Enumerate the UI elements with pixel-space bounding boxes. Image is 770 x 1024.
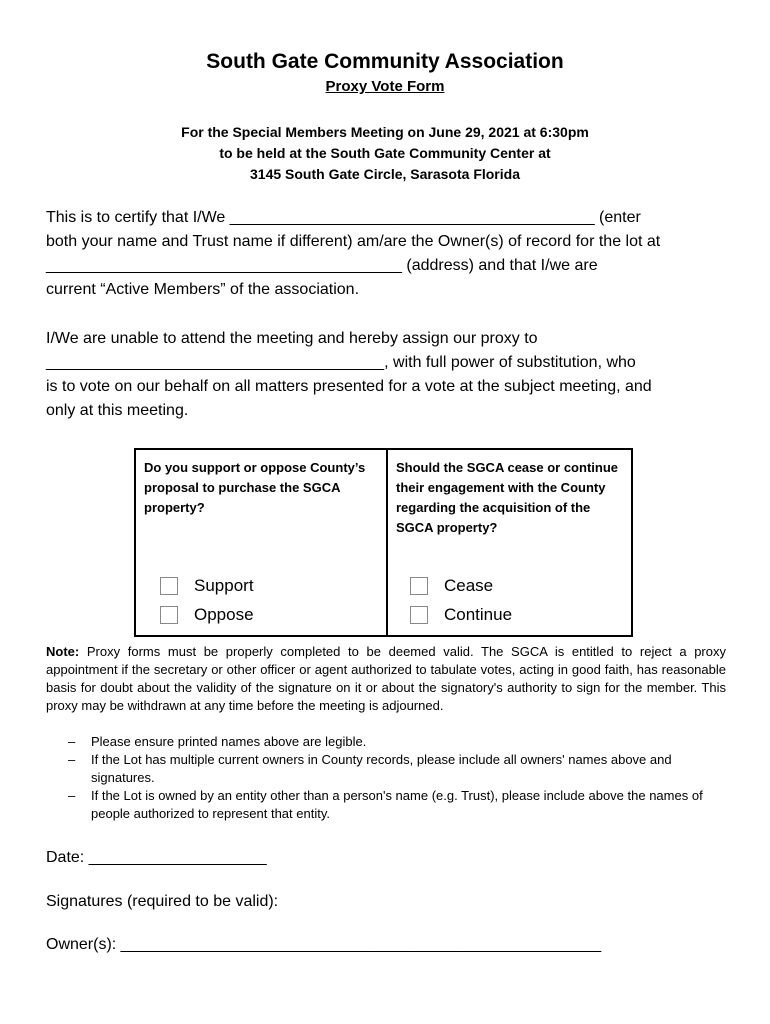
bullet-text: If the Lot is owned by an entity other than a person's name (e.g. Trust), please include above the names of people authorized to represent that entity. [91, 788, 703, 821]
continue-label: Continue [444, 605, 513, 624]
cease-continue-column [388, 450, 631, 635]
date-field[interactable]: Date: ____________________ [46, 849, 267, 866]
support-oppose-column [136, 450, 386, 635]
bullet-marker: – [68, 752, 76, 767]
bullet-text: Please ensure printed names above are legible. [91, 734, 367, 749]
list-item [66, 787, 726, 823]
meeting-details [0, 122, 770, 185]
cease-checkbox[interactable] [410, 577, 428, 595]
oppose-option[interactable] [160, 603, 254, 627]
proxy-line: is to vote on our behalf on all matters presented for a vote at the subject meeting, and [46, 378, 652, 395]
meeting-line: to be held at the South Gate Community Center at [219, 145, 551, 161]
meeting-line: 3145 South Gate Circle, Sarasota Florida [250, 166, 520, 182]
vote-table [134, 448, 633, 637]
support-label: Support [194, 576, 254, 595]
proxy-line: only at this meeting. [46, 402, 189, 419]
list-item [66, 733, 726, 751]
support-checkbox[interactable] [160, 577, 178, 595]
bullet-marker: – [68, 788, 76, 803]
meeting-line: For the Special Members Meeting on June 29, 2021 at 6:30pm [181, 124, 589, 140]
proxy-line: ______________________________________, with full power of substitution, who [46, 354, 636, 371]
bullet-text: If the Lot has multiple current owners in County records, please include all owners' names above and signatures. [91, 752, 672, 785]
certify-line: ________________________________________ (address) and that I/we are [46, 257, 598, 274]
note-label: Note: [46, 644, 80, 659]
proxy-paragraph [46, 327, 736, 423]
cease-option[interactable] [410, 574, 493, 598]
bullet-marker: – [68, 734, 76, 749]
certify-paragraph [46, 206, 736, 302]
note-text: Proxy forms must be properly completed to be deemed valid. The SGCA is entitled to reject a proxy appointment if the secretary or other officer or agent authorized to tabulate votes, acting in good faith, has reasonable basis for doubt about the validity of the signature on it or about the signatory's authority to sign for the member. This proxy may be withdrawn at any time before the meeting is adjourned. [46, 644, 726, 713]
proxy-line: I/We are unable to attend the meeting and hereby assign our proxy to [46, 330, 538, 347]
cease-label: Cease [444, 576, 494, 595]
continue-option[interactable] [410, 603, 512, 627]
support-oppose-question: Do you support or oppose County’s proposal to purchase the SGCA property? [144, 460, 366, 515]
oppose-checkbox[interactable] [160, 606, 178, 624]
oppose-label: Oppose [194, 605, 254, 624]
note-bullet-list [66, 733, 726, 823]
certify-line: This is to certify that I/We _________________________________________ (enter [46, 209, 641, 226]
list-item [66, 751, 726, 787]
certify-line: both your name and Trust name if different) am/are the Owner(s) of record for the lot at [46, 233, 661, 250]
form-subtitle: Proxy Vote Form [325, 78, 445, 95]
owners-signature-field[interactable]: Owner(s): ______________________________________________________ [46, 936, 602, 953]
signatures-heading: Signatures (required to be valid): [46, 893, 279, 910]
certify-line: current “Active Members” of the association. [46, 281, 360, 298]
cease-continue-question: Should the SGCA cease or continue their engagement with the County regarding the acquisition of the SGCA property? [396, 460, 618, 535]
continue-checkbox[interactable] [410, 606, 428, 624]
page-title: South Gate Community Association [206, 50, 564, 73]
note-paragraph [46, 643, 726, 715]
support-option[interactable] [160, 574, 254, 598]
